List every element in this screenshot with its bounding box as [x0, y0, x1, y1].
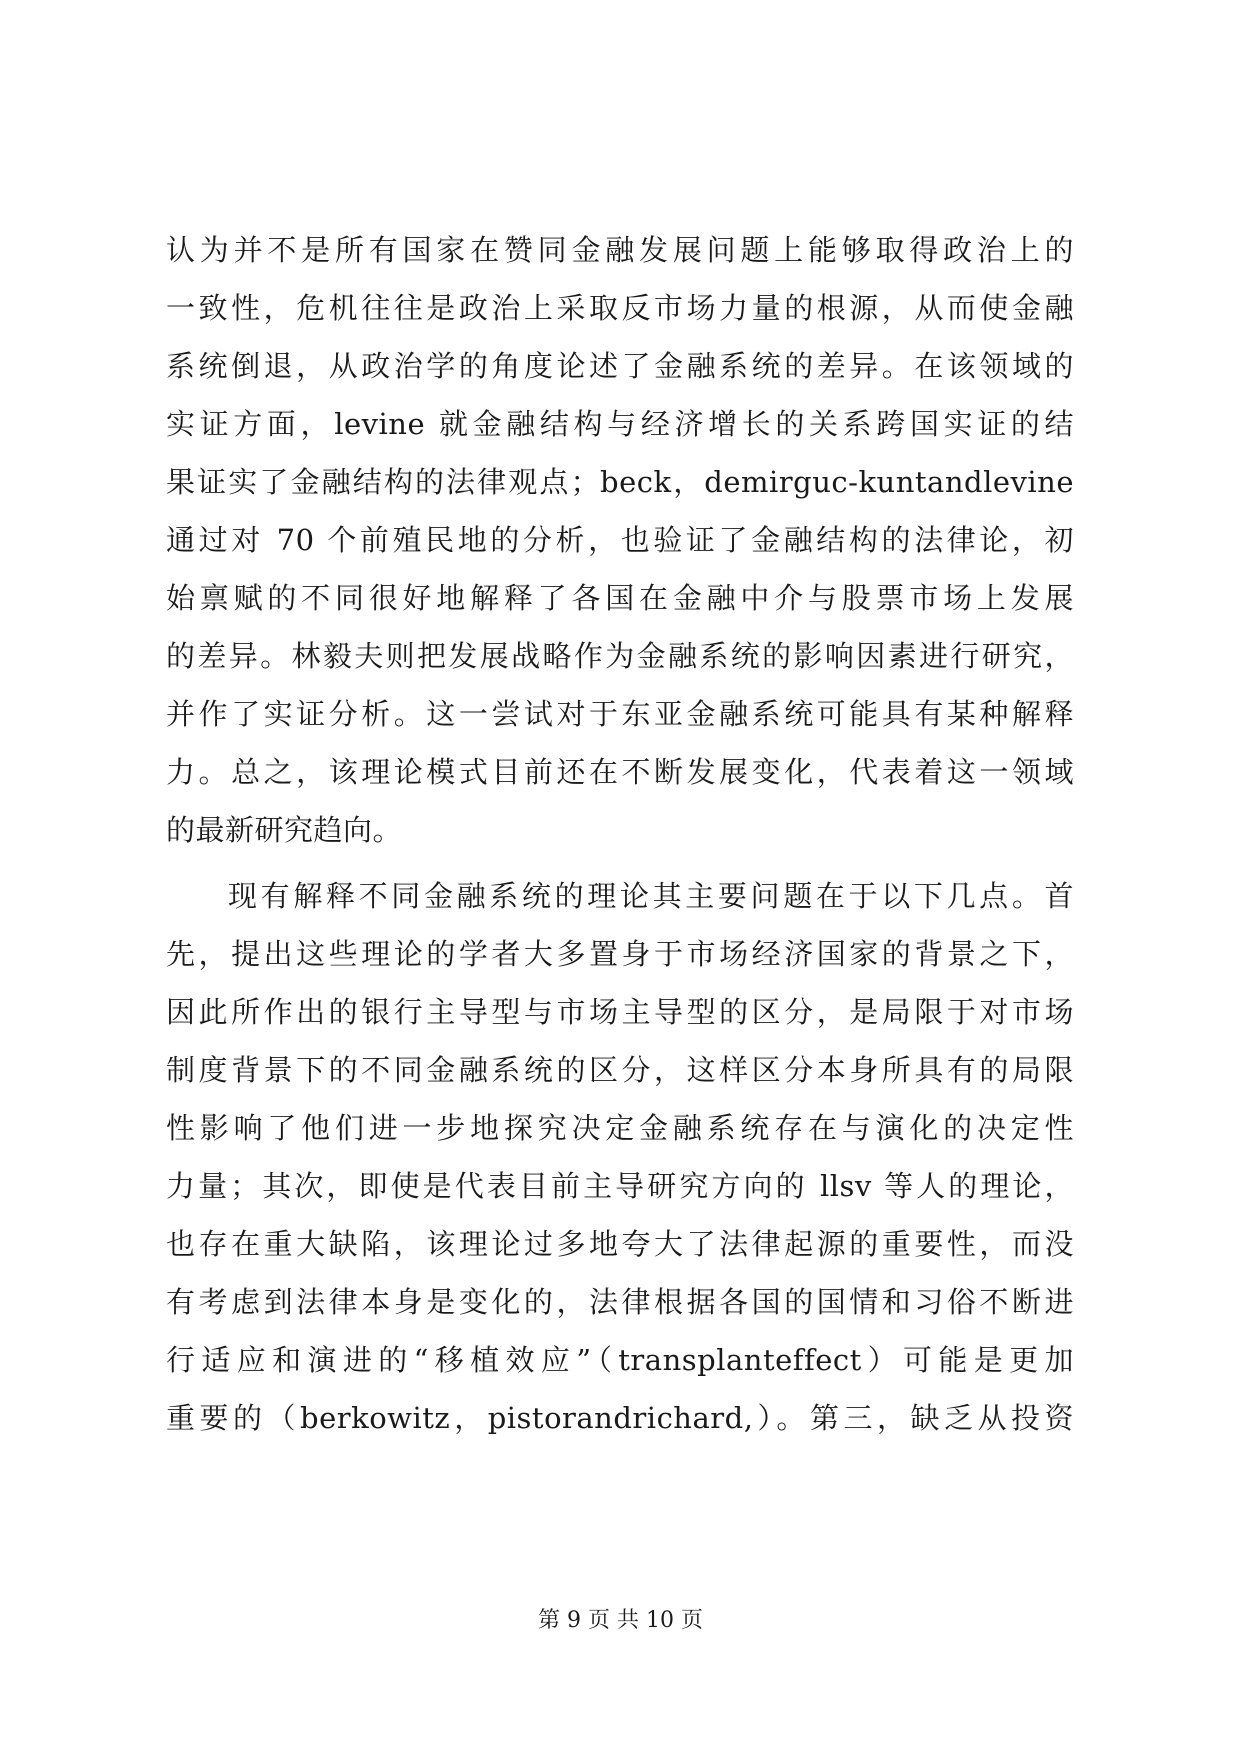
paragraph-1-line-6: 通过对 70 个前殖民地的分析，也验证了金融结构的法律论，初	[166, 523, 1074, 557]
paragraph-2-line-10: 重要的（berkowitz，pistorandrichard,）。第三，缺乏从投资	[166, 1401, 1074, 1435]
paragraph-1-line-8: 的差异。林毅夫则把发展战略作为金融系统的影响因素进行研究，	[166, 639, 1074, 673]
paragraph-1-line-1: 认为并不是所有国家在赞同金融发展问题上能够取得政治上的	[166, 233, 1074, 267]
paragraph-1-line-9: 并作了实证分析。这一尝试对于东亚金融系统可能具有某种解释	[166, 697, 1074, 731]
page-number-footer: 第 9 页 共 10 页	[538, 1608, 703, 1633]
paragraph-1-line-11: 的最新研究趋向。	[166, 813, 403, 847]
paragraph-2-line-9: 行适应和演进的“移植效应”（transplanteffect）可能是更加	[166, 1343, 1074, 1377]
paragraph-2-line-1: 现有解释不同金融系统的理论其主要问题在于以下几点。首	[228, 879, 1074, 913]
paragraph-2-line-5: 性影响了他们进一步地探究决定金融系统存在与演化的决定性	[166, 1111, 1074, 1145]
paragraph-2-line-3: 因此所作出的银行主导型与市场主导型的区分，是局限于对市场	[166, 995, 1074, 1029]
paragraph-2-line-6: 力量；其次，即使是代表目前主导研究方向的 llsv 等人的理论，	[166, 1169, 1074, 1203]
paragraph-1-line-7: 始禀赋的不同很好地解释了各国在金融中介与股票市场上发展	[166, 581, 1074, 615]
paragraph-1-line-5: 果证实了金融结构的法律观点；beck，demirguc-kuntandlevine	[166, 465, 1074, 499]
paragraph-2-line-8: 有考虑到法律本身是变化的，法律根据各国的国情和习俗不断进	[166, 1285, 1074, 1319]
paragraph-1-line-4: 实证方面，levine 就金融结构与经济增长的关系跨国实证的结	[166, 407, 1074, 441]
paragraph-1-line-3: 系统倒退，从政治学的角度论述了金融系统的差异。在该领域的	[166, 349, 1074, 383]
paragraph-1-line-10: 力。总之，该理论模式目前还在不断发展变化，代表着这一领域	[166, 755, 1074, 789]
paragraph-2-line-2: 先，提出这些理论的学者大多置身于市场经济国家的背景之下，	[166, 937, 1074, 971]
paragraph-2-line-7: 也存在重大缺陷，该理论过多地夸大了法律起源的重要性，而没	[166, 1227, 1074, 1261]
paragraph-2-line-4: 制度背景下的不同金融系统的区分，这样区分本身所具有的局限	[166, 1053, 1074, 1087]
paragraph-1-line-2: 一致性，危机往往是政治上采取反市场力量的根源，从而使金融	[166, 291, 1074, 325]
